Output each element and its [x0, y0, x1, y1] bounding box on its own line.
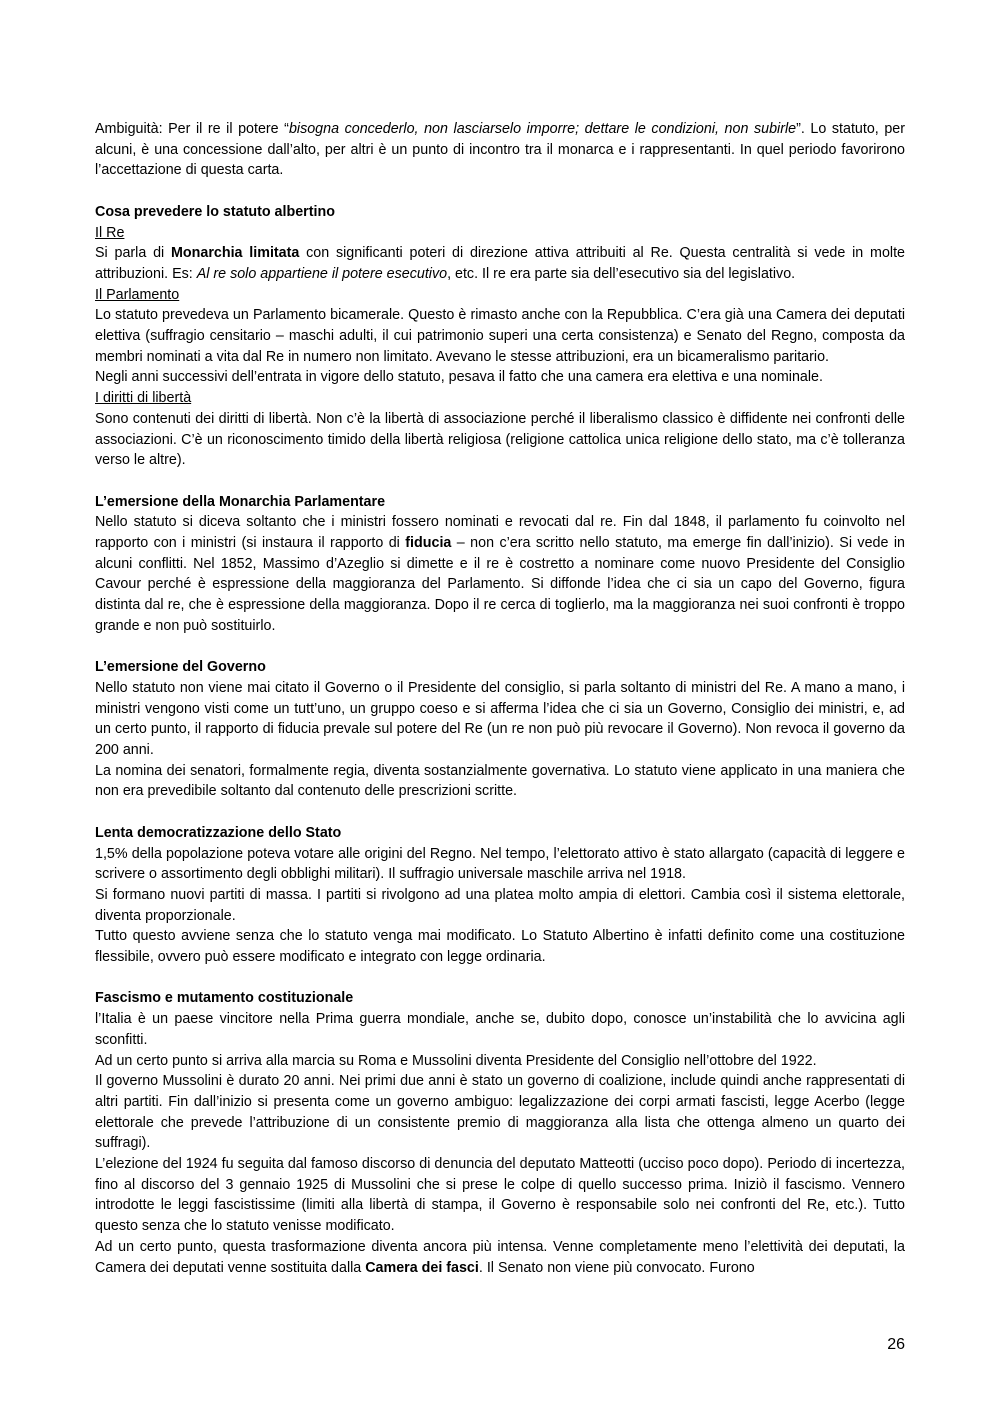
bold-term: Monarchia limitata	[171, 245, 300, 262]
paragraph-fasc-3: Il governo Mussolini è durato 20 anni. Nei primi due anni è stato un governo di coalizione, include quindi anche rappresentati di altri partiti. Fin dall’inizio si presenta come un governo ambiguo: legalizzazione dei corpi armati fascisti, legge Acerbo (legge elettorale che prevede l’attribuzione di un consistente premio di maggioranza alla lista che ottenga almeno un quarto dei suffragi).	[95, 1073, 905, 1152]
bold-term: fiducia	[405, 535, 452, 552]
heading-statuto: Cosa prevedere lo statuto albertino	[95, 203, 335, 220]
paragraph-demo-2: Si formano nuovi partiti di massa. I partiti si rivolgono ad una platea molto ampia di elettori. Cambia così il sistema elettorale, diventa proporzionale.	[95, 886, 905, 924]
paragraph-fasc-2: Ad un certo punto si arriva alla marcia su Roma e Mussolini diventa Presidente del Consiglio nell’ottobre del 1922.	[95, 1052, 817, 1069]
paragraph-parlamento-1: Lo statuto prevedeva un Parlamento bicamerale. Questo è rimasto anche con la Repubblica. C’era già una Camera dei deputati elettiva (suffragio censitario – maschi adulti, il cui patrimonio superi una certa consistenza) e Senato del Regno, composta da membri nominati a vita dal Re in numero non limitato. Avevano le stesse attribuzioni, era un bicameralismo paritario.	[95, 307, 905, 365]
text-span: Nello statuto si diceva soltanto che i ministri fossero nominati e revocati dal re. Fin dal 1848, il parlamento fu coinvolto nel rapporto con i ministri (si instaura il rapporto di	[95, 514, 905, 552]
spacer	[95, 968, 905, 989]
text-span: con significanti poteri di direzione attiva attribuiti al Re. Questa centralità si vede in molte attribuzioni. Es:	[95, 245, 905, 282]
spacer	[95, 637, 905, 658]
paragraph-governo-1: Nello statuto non viene mai citato il Governo o il Presidente del consiglio, si parla soltanto di ministri del Re. A mano a mano, i ministri vengono visti come un tutt’uno, un gruppo coeso e si afferma l’idea che ci sia un Governo, Consiglio dei ministri, e, ad un certo punto, il rapporto di fiducia prevale sul potere del Re (un re non può più revocare il Governo). Non revoca il governo da 200 anni.	[95, 679, 905, 759]
heading-governo: L’emersione del Governo	[95, 659, 266, 676]
paragraph-re	[95, 243, 905, 284]
document-body	[95, 119, 905, 1278]
paragraph-monarchia	[95, 512, 905, 636]
heading-monarchia: L’emersione della Monarchia Parlamentare	[95, 493, 386, 510]
subheading-diritti: I diritti di libertà	[95, 390, 192, 407]
subheading-re: Il Re	[95, 224, 125, 241]
quote-italic: bisogna concederlo, non lasciarselo imporre; dettare le condizioni, non subirle	[288, 121, 797, 137]
paragraph-fasc-4: L’elezione del 1924 fu seguita dal famoso discorso di denuncia del deputato Matteotti (ucciso poco dopo). Periodo di incertezza, fino al discorso del 3 gennaio 1925 di Mussolini che si prese le colpe di quello successo prima. Iniziò il fascismo. Vennero introdotte le leggi fascistissime (limiti alla libertà di stampa, il Governo è responsabile solo nei confronti del Re, etc.). Tutto questo senza che lo statuto venisse modificato.	[95, 1156, 905, 1235]
text-span: , etc. Il re era parte sia dell’esecutivo sia del legislativo.	[447, 265, 796, 282]
paragraph-parlamento-2: Negli anni successivi dell’entrata in vigore dello statuto, pesava il fatto che una camera era elettiva e una nominale.	[95, 369, 823, 386]
text-span: Si parla di	[95, 245, 171, 262]
spacer	[95, 802, 905, 823]
text-span: – non c’era scritto nello statuto, ma emerge fin dall’inizio). Si vede in alcuni conflitti. Nel 1852, Massimo d’Azeglio si dimette e il re è costretto a nominare come nuovo Presidente del Consiglio Cavour perché è espressione della maggioranza del Parlamento. Si diffonde l’idea che ci sia un capo del Governo, figura distinta dal re, che è espressione della maggioranza. Dopo il re cerca di toglierlo, ma la maggioranza nei suoi confronti è troppo grande e non può sostituirlo.	[95, 535, 905, 634]
paragraph-ambiguita	[95, 119, 905, 181]
quote-italic: Al re solo appartiene il potere esecutivo	[196, 265, 448, 282]
spacer	[95, 471, 905, 492]
subheading-parlamento: Il Parlamento	[95, 286, 180, 303]
paragraph-fasc-5	[95, 1237, 905, 1278]
text-span: . Il Senato non viene più convocato. Furono	[478, 1259, 755, 1276]
text-span: Ambiguità: Per il re il potere “	[95, 121, 289, 137]
text-span: Ad un certo punto, questa trasformazione diventa ancora più intensa. Venne completamente meno l’elettività dei deputati, la Camera dei deputati venne sostituita dalla	[95, 1238, 905, 1276]
paragraph-demo-1: 1,5% della popolazione poteva votare alle origini del Regno. Nel tempo, l’elettorato attivo è stato allargato (capacità di leggere e scrivere o assortimento degli obblighi militari). Il suffragio universale maschile arriva nel 1918.	[95, 845, 905, 883]
paragraph-fasc-1: l’Italia è un paese vincitore nella Prima guerra mondiale, anche se, dubito dopo, conosce un’instabilità che lo avvicina agli sconfitti.	[95, 1011, 905, 1048]
heading-democratizzazione: Lenta democratizzazione dello Stato	[95, 824, 342, 841]
paragraph-governo-2: La nomina dei senatori, formalmente regia, diventa sostanzialmente governativa. Lo statuto viene applicato in una maniera che non era prevedibile soltanto dal contenuto delle prescrizioni scritte.	[95, 762, 905, 800]
paragraph-demo-3: Tutto questo avviene senza che lo statuto venga mai modificato. Lo Statuto Albertino è infatti definito come una costituzione flessibile, ovvero può essere modificato e integrato con legge ordinaria.	[95, 928, 905, 966]
spacer	[95, 181, 905, 202]
paragraph-diritti: Sono contenuti dei diritti di libertà. Non c’è la libertà di associazione perché il liberalismo classico è diffidente nei confronti delle associazioni. C’è un riconoscimento timido della libertà religiosa (religione cattolica unica religione dello stato, ma c’è tolleranza verso le altre).	[95, 410, 905, 469]
page-number: 26	[887, 1336, 905, 1353]
heading-fascismo: Fascismo e mutamento costituzionale	[95, 990, 354, 1007]
text-span: ”. Lo statuto, per alcuni, è una concessione dall’alto, per altri è un punto di incontro tra il monarca e i rappresentanti. In quel periodo favorirono l’accettazione di questa carta.	[95, 121, 905, 179]
bold-term: Camera dei fasci	[365, 1259, 479, 1276]
